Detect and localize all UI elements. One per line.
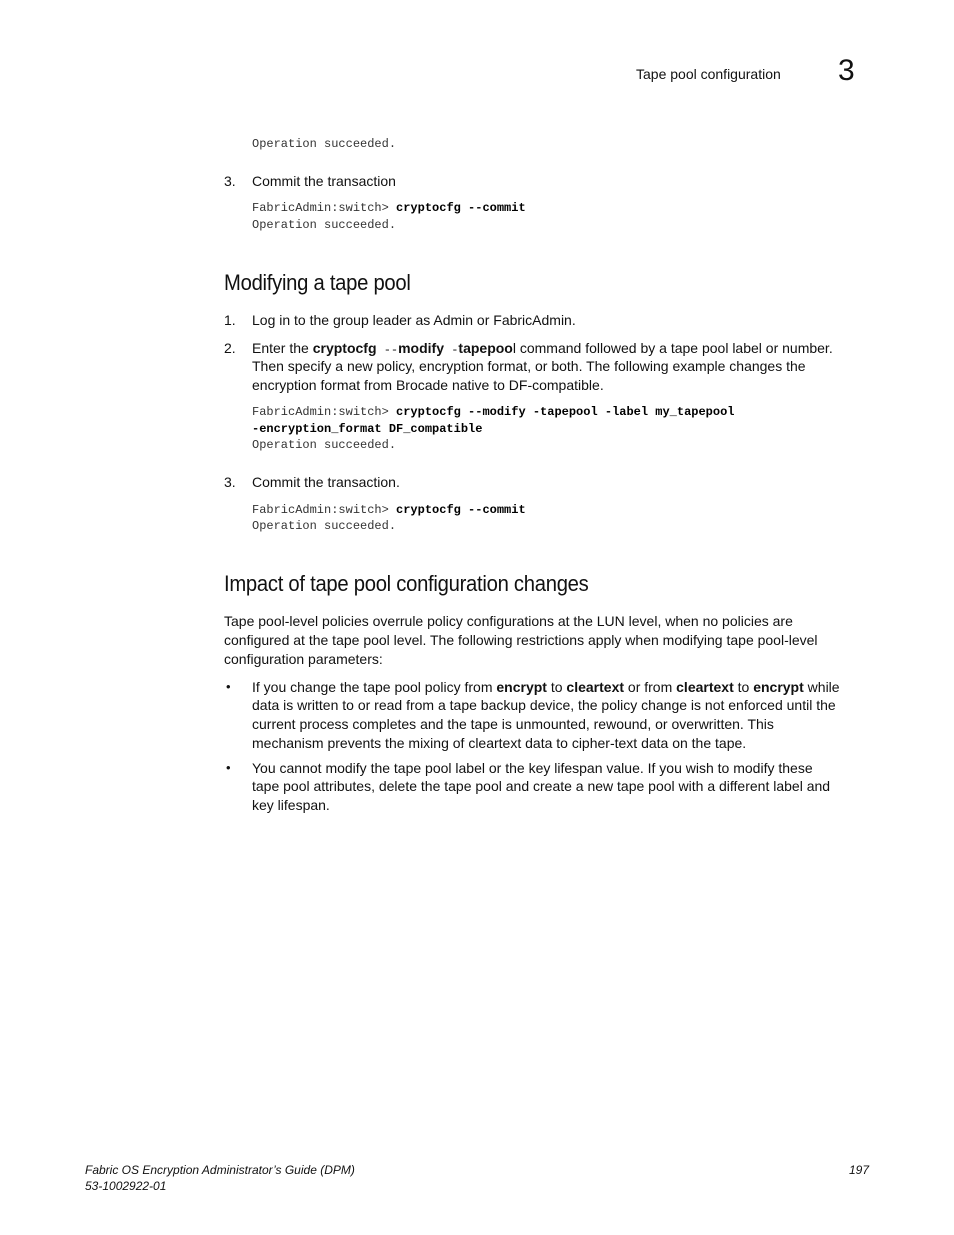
bullet-text-line: mechanism prevents the mixing of cleartext data to cipher-text data on the tape. — [252, 735, 747, 751]
command-output: Operation succeeded. — [252, 438, 397, 452]
bullet-text-part: or from — [624, 679, 677, 695]
section-heading: Modifying a tape pool — [224, 270, 411, 295]
command-text: cryptocfg --modify -tapepool -label my_tapepool — [396, 405, 735, 419]
bullet-marker: • — [226, 760, 231, 775]
command-keyword: tapepoo — [458, 340, 513, 356]
step-text-part: l command followed by a tape pool label or number. — [512, 340, 833, 356]
bullet-text-part: If you change the tape pool policy from — [252, 679, 497, 695]
section-heading: Impact of tape pool configuration changes — [224, 571, 589, 596]
paragraph-line: configuration parameters: — [224, 651, 383, 667]
bullet-text-part: to — [546, 679, 567, 695]
command-prompt: FabricAdmin:switch> — [252, 201, 397, 215]
command-dash: - — [444, 343, 459, 357]
step-text-part: Enter the — [252, 340, 313, 356]
command-prompt: FabricAdmin:switch> — [252, 503, 397, 517]
paragraph-line: configured at the tape pool level. The following restrictions apply when modifying tape pool-level — [224, 632, 818, 648]
paragraph-line: Tape pool-level policies overrule policy configurations at the LUN level, when no policies are — [224, 613, 793, 629]
bullet-text-line: current process completes and the tape is unmounted, rewound, or overwritten. This — [252, 716, 774, 732]
bullet-text-part: while — [803, 679, 840, 695]
command-dash: -- — [376, 343, 399, 357]
step-text: Commit the transaction. — [252, 474, 400, 490]
step-number: 3. — [224, 474, 236, 490]
step-number: 2. — [224, 340, 236, 356]
command-line — [252, 502, 526, 519]
command-line — [252, 200, 526, 217]
footer-page-number: 197 — [849, 1163, 870, 1177]
command-output: Operation succeeded. — [252, 519, 397, 533]
step-number: 3. — [224, 173, 236, 189]
chapter-number: 3 — [838, 54, 855, 87]
bullet-text-line: data is written to or read from a tape backup device, the policy change is not enforced until the — [252, 697, 836, 713]
keyword: cleartext — [676, 679, 734, 695]
footer-doc-number: 53-1002922-01 — [85, 1179, 167, 1193]
command-line — [252, 421, 482, 438]
command-output: Operation succeeded. — [252, 137, 397, 151]
keyword: encrypt — [496, 679, 547, 695]
command-text: -encryption_format DF_compatible — [252, 422, 483, 436]
command-text: cryptocfg --commit — [396, 201, 526, 215]
step-text: Log in to the group leader as Admin or FabricAdmin. — [252, 312, 576, 328]
command-line — [252, 404, 735, 421]
keyword: cleartext — [566, 679, 625, 695]
bullet-text-line: You cannot modify the tape pool label or the key lifespan value. If you wish to modify these — [252, 760, 813, 776]
command-prompt: FabricAdmin:switch> — [252, 405, 397, 419]
keyword: encrypt — [753, 679, 804, 695]
command-text: cryptocfg --commit — [396, 503, 526, 517]
bullet-text-line: key lifespan. — [252, 797, 330, 813]
running-header-title: Tape pool configuration — [636, 66, 781, 82]
step-number: 1. — [224, 312, 236, 328]
bullet-text-part: to — [733, 679, 754, 695]
command-output: Operation succeeded. — [252, 218, 397, 232]
command-keyword: cryptocfg — [312, 340, 377, 356]
step-text-line: Then specify a new policy, encryption format, or both. The following example changes the — [252, 358, 806, 374]
step-text-line: encryption format from Brocade native to DF-compatible. — [252, 377, 604, 393]
command-keyword: modify — [398, 340, 444, 356]
step-text: Commit the transaction — [252, 173, 396, 189]
bullet-text-line: tape pool attributes, delete the tape pool and create a new tape pool with a different label and — [252, 778, 831, 794]
footer-doc-title: Fabric OS Encryption Administrator’s Guide (DPM) — [85, 1163, 355, 1177]
bullet-marker: • — [226, 679, 231, 694]
bullet-text — [252, 678, 840, 697]
